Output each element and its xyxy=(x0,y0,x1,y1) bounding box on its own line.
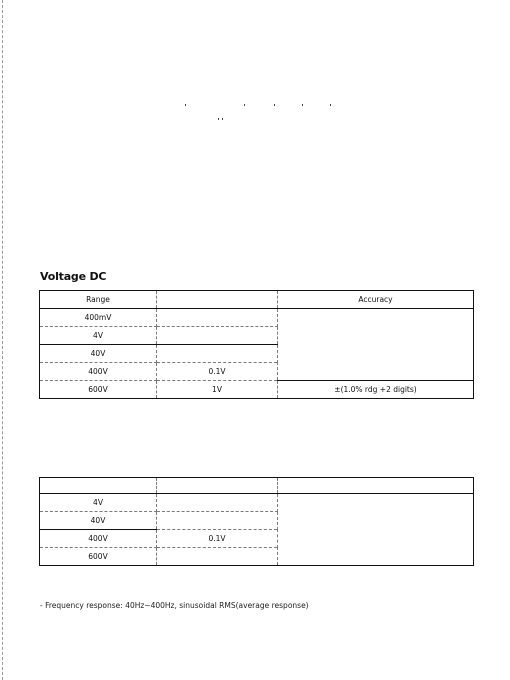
table-header-row xyxy=(40,291,474,309)
accuracy-cell: ±(1.0% rdg +2 digits) xyxy=(278,381,474,399)
resolution-cell xyxy=(157,512,278,530)
resolution-cell xyxy=(157,345,278,363)
range-cell: 40V xyxy=(40,512,157,530)
header-accuracy: Accuracy xyxy=(278,291,474,309)
header-resolution xyxy=(157,478,278,494)
section-title-voltage-dc: Voltage DC xyxy=(40,270,107,283)
resolution-cell xyxy=(157,309,278,327)
range-cell: 600V xyxy=(40,548,157,566)
resolution-cell xyxy=(157,327,278,345)
resolution-cell xyxy=(157,494,278,512)
range-cell: 400mV xyxy=(40,309,157,327)
voltage-ac-table xyxy=(39,477,474,566)
range-cell: 40V xyxy=(40,345,157,363)
resolution-cell xyxy=(157,548,278,566)
header-accuracy xyxy=(278,478,474,494)
accuracy-cell-merged xyxy=(278,309,474,381)
table-header-row xyxy=(40,478,474,494)
voltage-dc-table xyxy=(39,290,474,399)
header-range xyxy=(40,478,157,494)
resolution-cell: 1V xyxy=(157,381,278,399)
table-row xyxy=(40,309,474,327)
table-row xyxy=(40,494,474,512)
header-range: Range xyxy=(40,291,157,309)
resolution-cell: 0.1V xyxy=(157,363,278,381)
range-cell: 600V xyxy=(40,381,157,399)
frequency-response-note: - Frequency response: 40Hz~400Hz, sinusoidal RMS(average response) xyxy=(40,601,309,610)
resolution-cell: 0.1V xyxy=(157,530,278,548)
range-cell: 4V xyxy=(40,327,157,345)
header-resolution xyxy=(157,291,278,309)
range-cell: 400V xyxy=(40,530,157,548)
table-row xyxy=(40,381,474,399)
range-cell: 4V xyxy=(40,494,157,512)
accuracy-cell-merged xyxy=(278,494,474,566)
range-cell: 400V xyxy=(40,363,157,381)
